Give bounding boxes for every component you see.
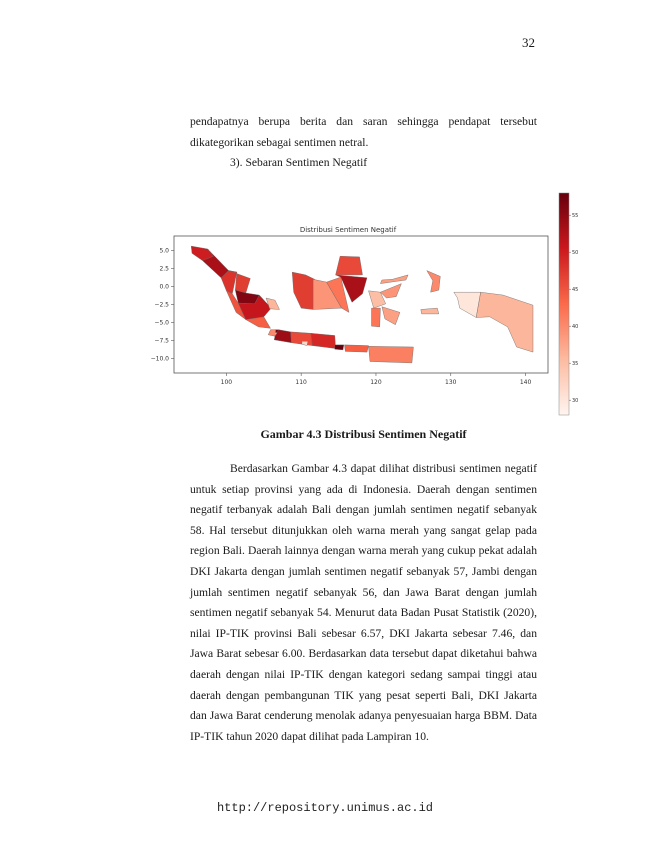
y-tick-label: 2.5 <box>159 265 169 273</box>
y-tick-label: −2.5 <box>154 301 169 309</box>
colorbar-tick-label: 35 <box>572 361 579 368</box>
paragraph-1: pendapatnya berupa berita dan saran sehingga pendapat tersebut dikategorikan sebagai sentimen netral. <box>190 115 537 149</box>
province-region <box>380 284 401 298</box>
province-region <box>335 345 344 350</box>
province-region <box>372 308 381 327</box>
province-region <box>421 308 439 314</box>
page-number: 32 <box>522 35 535 50</box>
y-tick-label: 0.0 <box>159 283 169 291</box>
province-region <box>454 292 481 317</box>
y-tick-label: −7.5 <box>154 337 169 345</box>
colorbar-tick-label: 30 <box>572 398 579 405</box>
province-region <box>345 345 369 352</box>
province-region <box>291 332 313 346</box>
y-tick-label: −5.0 <box>154 319 169 327</box>
province-region <box>380 275 408 284</box>
province-region <box>369 346 414 363</box>
choropleth-map <box>140 190 580 420</box>
colorbar-tick-label: 40 <box>572 324 579 331</box>
figure-caption: Gambar 4.3 Distribusi Sentimen Negatif <box>260 427 467 441</box>
province-region <box>292 272 314 309</box>
colorbar-tick-label: 45 <box>572 287 579 294</box>
y-tick-label: 5.0 <box>159 247 169 255</box>
paragraph-2: Berdasarkan Gambar 4.3 dapat dilihat distribusi sentimen negatif untuk setiap provinsi yang ada di Indonesia. Daerah dengan sentimen negatif terbanyak adalah Bali dengan jumlah sentimen negatif sebanyak 58. Hal tersebut ditunjukkan oleh warna merah yang sangat gelap pada region Bali. Daerah lainnya dengan warna merah yang cukup pekat adalah DKI Jakarta dengan jumlah sentimen negatif sebanyak 57, Jambi dengan jumlah sentimen negatif sebanyak 56, dan Jawa Barat dengan jumlah sentimen negatif sebanyak 54. Menurut data Badan Pusat Statistik (2020), nilai IP-TIK provinsi Bali sebesar 6.57, DKI Jakarta sebesar 7.46, dan Jawa Barat sebesar 6.00. Berdasarkan data tersebut dapat diketahui bahwa daerah dengan nilai IP-TIK dengan kategori sedang sampai tinggi atau daerah dengan pembangunan TIK yang pesat seperti Bali, DKI Jakarta dan Jawa Barat cenderung menolak adanya penyesuaian harga BBM. Data IP-TIK tahun 2020 dapat dilihat pada Lampiran 10. <box>190 462 537 743</box>
province-region <box>302 341 308 345</box>
x-tick-label: 110 <box>295 379 307 386</box>
province-region <box>382 307 400 325</box>
province-region <box>476 292 533 352</box>
section-heading: 3). Sebaran Sentimen Negatif <box>230 156 368 169</box>
footer-url: http://repository.unimus.ac.id <box>216 801 434 815</box>
province-region <box>268 330 276 337</box>
province-region <box>427 271 441 293</box>
y-tick-label: −10.0 <box>150 355 169 363</box>
province-region <box>311 333 336 348</box>
x-tick-label: 140 <box>519 379 532 386</box>
figure <box>140 190 580 420</box>
chart-title: Distribusi Sentimen Negatif <box>299 226 397 234</box>
x-tick-label: 100 <box>220 379 233 386</box>
x-tick-label: 130 <box>445 379 457 386</box>
x-tick-label: 120 <box>370 379 382 386</box>
province-region <box>336 256 363 275</box>
colorbar-tick-label: 55 <box>572 213 579 220</box>
colorbar <box>559 193 569 415</box>
colorbar-tick-label: 50 <box>572 250 579 257</box>
